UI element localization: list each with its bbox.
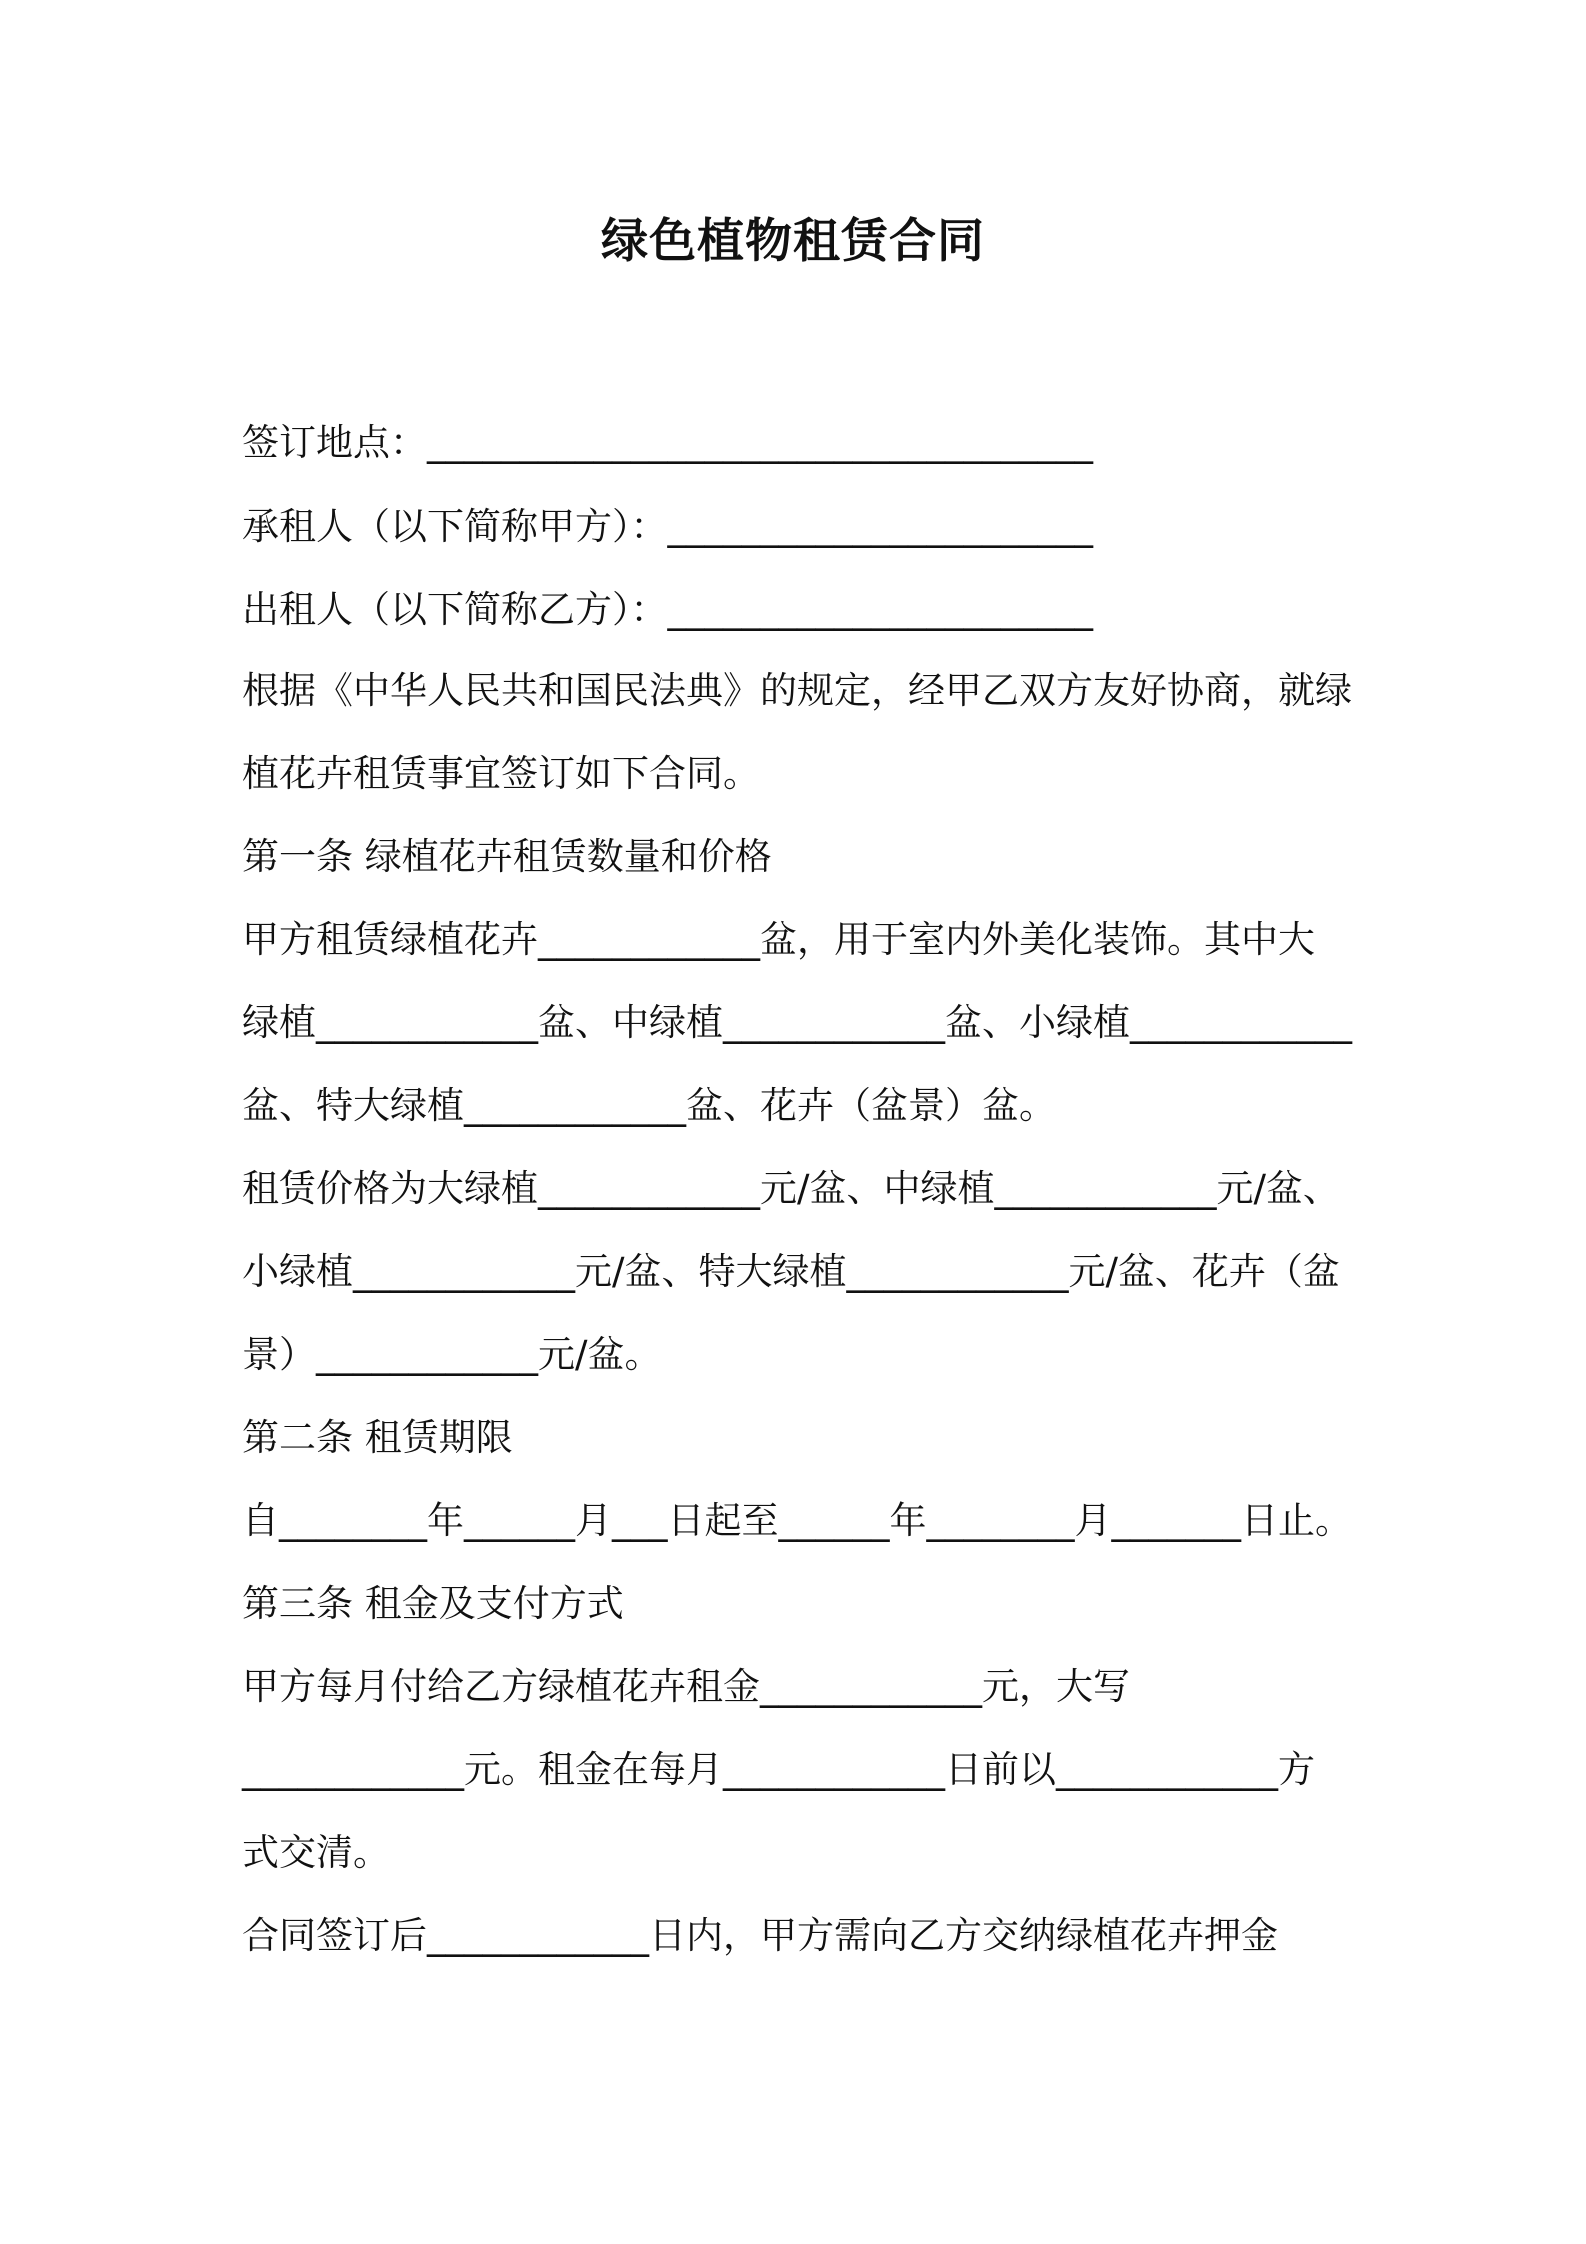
document-title: 绿色植物租赁合同 bbox=[601, 214, 985, 269]
article-1-price-line-2: 小绿植____________元/盆、特大绿植____________元/盆、花卉（盆 bbox=[242, 1250, 1340, 1293]
article-3-line-2: ____________元。租金在每月____________日前以____________方 bbox=[242, 1748, 1315, 1791]
article-1-line-2: 绿植____________盆、中绿植____________盆、小绿植____________ bbox=[242, 1001, 1352, 1044]
preamble-line-2: 植花卉租赁事宜签订如下合同。 bbox=[242, 752, 760, 795]
article-1-price-line-3: 景）____________元/盆。 bbox=[242, 1333, 662, 1376]
article-1-heading: 第一条 绿植花卉租赁数量和价格 bbox=[242, 835, 772, 878]
lessee-line: 承租人（以下简称甲方）：_______________________ bbox=[242, 505, 1093, 548]
preamble-line-1: 根据《中华人民共和国民法典》的规定，经甲乙双方友好协商，就绿 bbox=[242, 669, 1352, 712]
signing-place-line: 签订地点：____________________________________ bbox=[242, 421, 1093, 464]
lessor-line: 出租人（以下简称乙方）：_______________________ bbox=[242, 588, 1093, 631]
article-1-price-line-1: 租赁价格为大绿植____________元/盆、中绿植____________元/盆、 bbox=[242, 1167, 1340, 1210]
article-2-heading: 第二条 租赁期限 bbox=[242, 1416, 513, 1459]
article-3-line-3: 式交清。 bbox=[242, 1831, 390, 1874]
article-2-term-line: 自________年______月___日起至______年________月_______日止。 bbox=[242, 1499, 1352, 1542]
article-3-line-1: 甲方每月付给乙方绿植花卉租金____________元，大写 bbox=[242, 1665, 1130, 1708]
article-3-heading: 第三条 租金及支付方式 bbox=[242, 1582, 624, 1625]
article-1-line-1: 甲方租赁绿植花卉____________盆，用于室内外美化装饰。其中大 bbox=[242, 918, 1315, 961]
article-1-line-3: 盆、特大绿植____________盆、花卉（盆景）盆。 bbox=[242, 1084, 1056, 1127]
article-3-deposit-line: 合同签订后____________日内，甲方需向乙方交纳绿植花卉押金 bbox=[242, 1914, 1278, 1957]
